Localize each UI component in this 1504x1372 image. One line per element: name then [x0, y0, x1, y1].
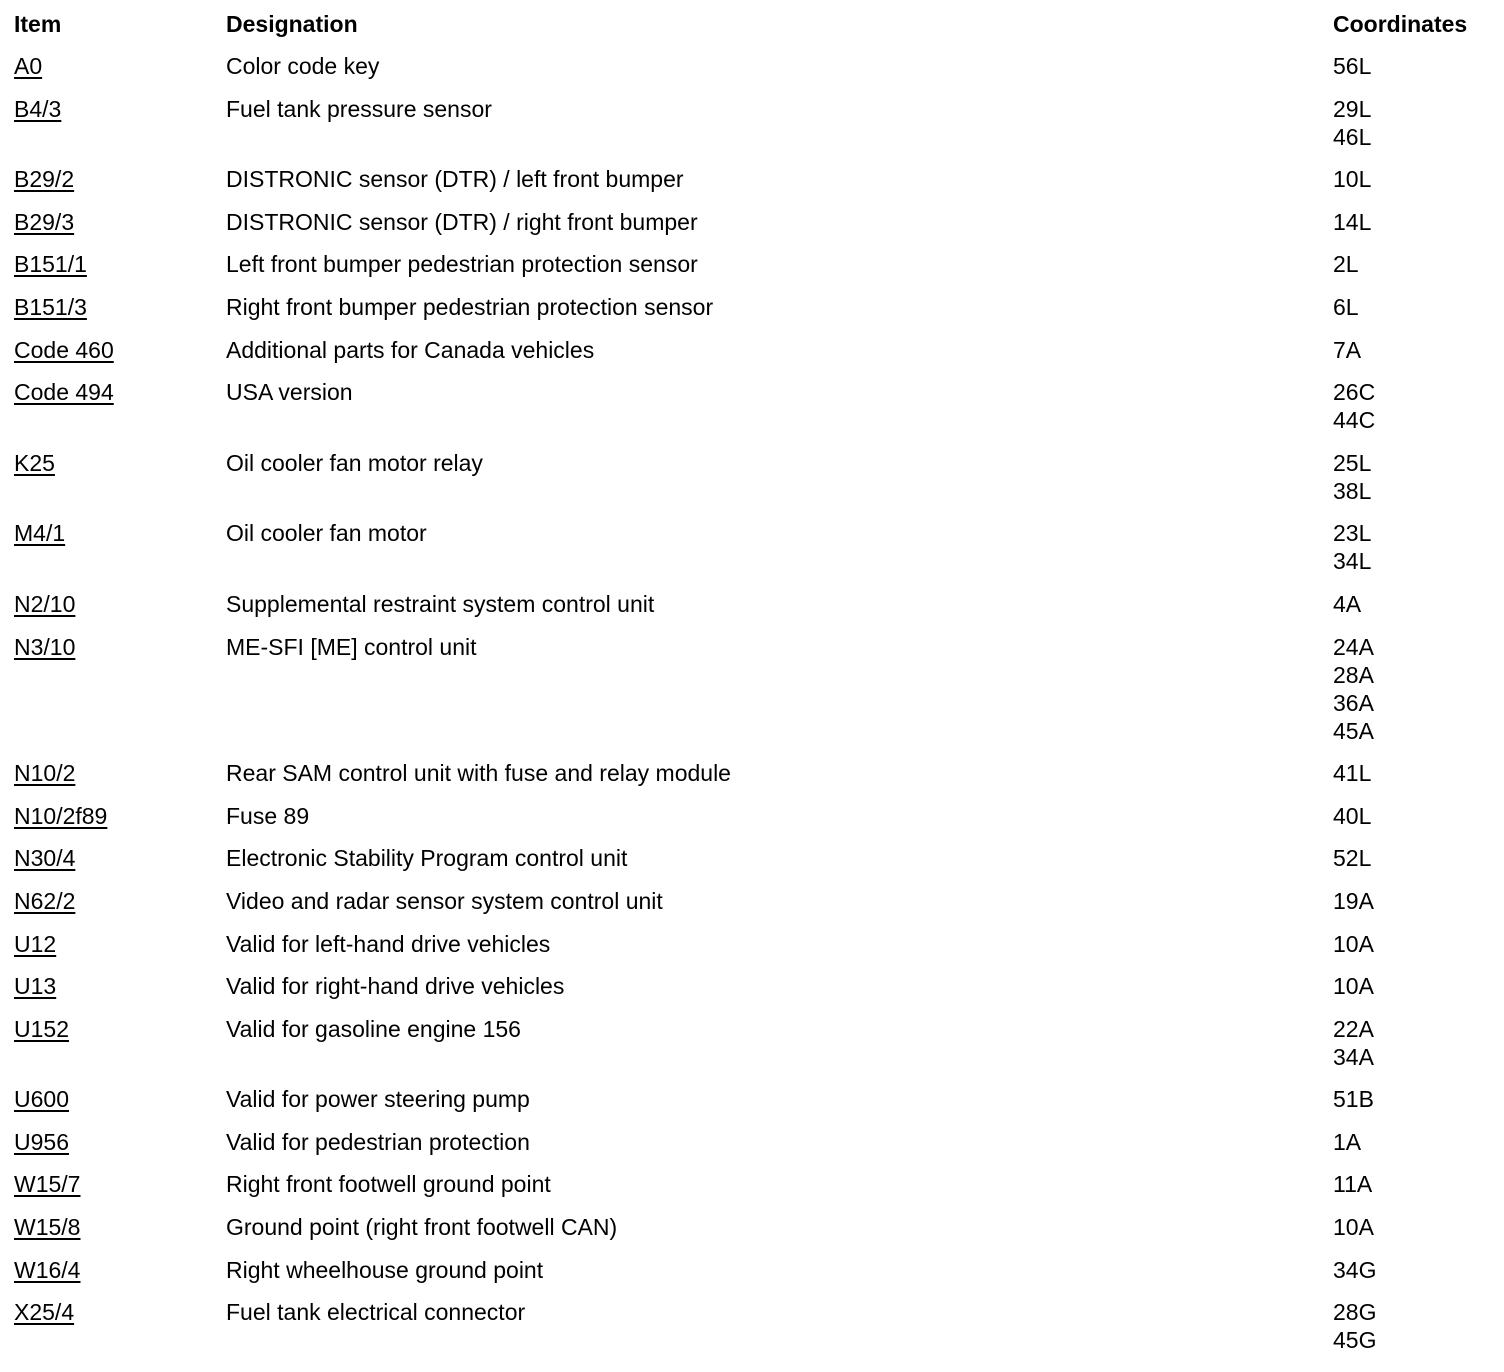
- item-link[interactable]: U956: [14, 1128, 69, 1155]
- item-cell: [14, 759, 226, 802]
- coordinate-value: 26C: [1333, 379, 1376, 406]
- designation-cell: ME-SFI [ME] control unit: [226, 633, 477, 660]
- item-link[interactable]: B29/2: [14, 166, 75, 193]
- coordinate-value: 28A: [1333, 661, 1374, 688]
- table-row: [14, 1128, 1494, 1171]
- table-row: [14, 802, 1494, 845]
- table-row: [14, 293, 1494, 336]
- coordinate-value: 14L: [1333, 208, 1372, 235]
- table-row: [14, 759, 1494, 802]
- coordinates-cell: [1333, 1170, 1494, 1213]
- designation-cell: Oil cooler fan motor relay: [226, 449, 483, 476]
- item-link[interactable]: K25: [14, 449, 55, 476]
- table-row: [14, 1085, 1494, 1128]
- item-cell: [14, 1015, 226, 1086]
- table-row: [14, 95, 1494, 166]
- coordinate-value: 46L: [1333, 123, 1372, 150]
- designation-cell: Valid for right-hand drive vehicles: [226, 973, 565, 1000]
- item-cell: [14, 1170, 226, 1213]
- table-row: [14, 250, 1494, 293]
- item-link[interactable]: U13: [14, 973, 57, 1000]
- coordinate-value: 41L: [1333, 760, 1372, 787]
- item-cell: [14, 293, 226, 336]
- designation-cell: Valid for gasoline engine 156: [226, 1015, 521, 1042]
- coordinate-value: 45G: [1333, 1327, 1377, 1354]
- table-row: [14, 165, 1494, 208]
- header-row: [14, 10, 1494, 52]
- coordinate-value: 11A: [1333, 1171, 1373, 1198]
- item-cell: [14, 887, 226, 930]
- coordinate-value: 23L: [1333, 520, 1372, 547]
- coordinate-value: 34L: [1333, 548, 1372, 575]
- coordinates-cell: [1333, 519, 1494, 590]
- item-link[interactable]: W16/4: [14, 1256, 81, 1283]
- table-row: [14, 887, 1494, 930]
- item-cell: [14, 1085, 226, 1128]
- designation-cell: Valid for pedestrian protection: [226, 1128, 530, 1155]
- item-link[interactable]: Code 460: [14, 336, 114, 363]
- item-cell: [14, 336, 226, 379]
- coordinate-value: 40L: [1333, 802, 1372, 829]
- designation-cell: Right front bumper pedestrian protection sensor: [226, 293, 714, 320]
- item-cell: [14, 1128, 226, 1171]
- designation-cell: Electronic Stability Program control unit: [226, 845, 628, 872]
- table-row: [14, 1298, 1494, 1369]
- coordinates-cell: [1333, 930, 1494, 973]
- table-row: [14, 1170, 1494, 1213]
- coordinate-value: 28G: [1333, 1299, 1377, 1326]
- item-cell: [14, 930, 226, 973]
- coordinates-cell: [1333, 844, 1494, 887]
- item-cell: [14, 208, 226, 251]
- item-cell: [14, 52, 226, 95]
- item-link[interactable]: N62/2: [14, 887, 76, 914]
- coordinates-cell: [1333, 250, 1494, 293]
- coordinates-cell: [1333, 52, 1494, 95]
- coordinate-value: 52L: [1333, 845, 1372, 872]
- table-row: [14, 1015, 1494, 1086]
- coordinates-cell: [1333, 449, 1494, 520]
- coordinate-value: 34G: [1333, 1256, 1377, 1283]
- coordinate-value: 34A: [1333, 1043, 1374, 1070]
- designation-cell: Right wheelhouse ground point: [226, 1256, 544, 1283]
- item-cell: [14, 250, 226, 293]
- coordinate-value: 7A: [1333, 336, 1362, 363]
- item-link[interactable]: M4/1: [14, 520, 66, 547]
- coordinate-value: 10A: [1333, 973, 1374, 1000]
- designation-cell: Right front footwell ground point: [226, 1171, 551, 1198]
- coordinate-value: 1A: [1333, 1128, 1362, 1155]
- table-row: [14, 844, 1494, 887]
- designation-cell: Ground point (right front footwell CAN): [226, 1214, 618, 1241]
- designation-cell: DISTRONIC sensor (DTR) / right front bumper: [226, 208, 698, 235]
- item-link[interactable]: U600: [14, 1086, 69, 1113]
- table-row: [14, 1256, 1494, 1299]
- table-row: [14, 972, 1494, 1015]
- coordinates-cell: [1333, 887, 1494, 930]
- item-link[interactable]: B151/3: [14, 293, 87, 320]
- header-coordinates: Coordinates: [1333, 11, 1468, 37]
- coordinate-value: 10A: [1333, 1214, 1374, 1241]
- item-cell: [14, 1256, 226, 1299]
- coordinate-value: 6L: [1333, 293, 1359, 320]
- coordinates-cell: [1333, 293, 1494, 336]
- table-row: [14, 1213, 1494, 1256]
- table-body: [14, 52, 1494, 1369]
- coordinate-value: 4A: [1333, 590, 1362, 617]
- coordinate-value: 38L: [1333, 477, 1372, 504]
- coordinates-cell: [1333, 336, 1494, 379]
- coordinates-cell: [1333, 633, 1494, 760]
- item-link[interactable]: N10/2: [14, 760, 76, 787]
- coordinates-cell: [1333, 972, 1494, 1015]
- item-cell: [14, 633, 226, 760]
- coordinates-cell: [1333, 378, 1494, 449]
- item-link[interactable]: W15/8: [14, 1214, 81, 1241]
- item-cell: [14, 449, 226, 520]
- designation-cell: Valid for power steering pump: [226, 1086, 530, 1113]
- item-link[interactable]: N3/10: [14, 633, 76, 660]
- item-cell: [14, 1298, 226, 1369]
- coordinate-value: 22A: [1333, 1015, 1374, 1042]
- table-row: [14, 930, 1494, 973]
- designation-cell: USA version: [226, 379, 353, 406]
- coordinate-value: 29L: [1333, 95, 1372, 122]
- item-link[interactable]: A0: [14, 53, 43, 79]
- coordinates-cell: [1333, 95, 1494, 166]
- designation-cell: Fuel tank electrical connector: [226, 1299, 526, 1326]
- coordinates-cell: [1333, 1128, 1494, 1171]
- item-link[interactable]: B151/1: [14, 251, 87, 278]
- designation-cell: Fuse 89: [226, 802, 310, 829]
- coordinates-cell: [1333, 165, 1494, 208]
- item-link[interactable]: N10/2f89: [14, 802, 108, 829]
- item-cell: [14, 519, 226, 590]
- item-link[interactable]: U12: [14, 930, 57, 957]
- designation-cell: Video and radar sensor system control unit: [226, 887, 663, 914]
- item-link[interactable]: W15/7: [14, 1171, 81, 1198]
- item-cell: [14, 802, 226, 845]
- designation-cell: Color code key: [226, 53, 380, 79]
- item-cell: [14, 378, 226, 449]
- item-link[interactable]: B29/3: [14, 208, 75, 235]
- coordinate-value: 2L: [1333, 251, 1359, 278]
- coordinates-cell: [1333, 802, 1494, 845]
- coordinate-value: 45A: [1333, 717, 1374, 744]
- item-link[interactable]: U152: [14, 1015, 69, 1042]
- designation-cell: Fuel tank pressure sensor: [226, 95, 492, 122]
- item-link[interactable]: N2/10: [14, 590, 76, 617]
- coordinate-value: 10A: [1333, 930, 1374, 957]
- coordinate-value: 24A: [1333, 633, 1374, 660]
- designation-cell: Rear SAM control unit with fuse and relay module: [226, 760, 731, 787]
- table-row: [14, 519, 1494, 590]
- item-cell: [14, 972, 226, 1015]
- table-row: [14, 208, 1494, 251]
- item-link[interactable]: B4/3: [14, 95, 62, 122]
- designation-cell: Additional parts for Canada vehicles: [226, 336, 595, 363]
- item-link[interactable]: X25/4: [14, 1299, 75, 1326]
- designation-cell: Supplemental restraint system control unit: [226, 590, 655, 617]
- coordinate-value: 36A: [1333, 689, 1374, 716]
- coordinates-cell: [1333, 1256, 1494, 1299]
- coordinate-value: 51B: [1333, 1086, 1374, 1113]
- table-row: [14, 633, 1494, 760]
- coordinate-value: 25L: [1333, 449, 1372, 476]
- designation-cell: Valid for left-hand drive vehicles: [226, 930, 551, 957]
- table-row: [14, 449, 1494, 520]
- table-header: [14, 10, 1494, 52]
- table-row: [14, 52, 1494, 95]
- coordinate-value: 44C: [1333, 407, 1376, 434]
- item-link[interactable]: Code 494: [14, 379, 114, 406]
- designation-cell: Left front bumper pedestrian protection sensor: [226, 251, 698, 278]
- designation-cell: DISTRONIC sensor (DTR) / left front bumper: [226, 166, 684, 193]
- item-link[interactable]: N30/4: [14, 845, 76, 872]
- coordinates-cell: [1333, 1298, 1494, 1369]
- coordinates-cell: [1333, 208, 1494, 251]
- item-cell: [14, 165, 226, 208]
- table-row: [14, 336, 1494, 379]
- item-cell: [14, 1213, 226, 1256]
- designation-cell: Oil cooler fan motor: [226, 520, 427, 547]
- coordinate-value: 19A: [1333, 887, 1374, 914]
- item-cell: [14, 590, 226, 633]
- coordinates-cell: [1333, 1015, 1494, 1086]
- coordinate-value: 10L: [1333, 166, 1372, 193]
- coordinates-cell: [1333, 590, 1494, 633]
- header-designation: Designation: [226, 11, 358, 37]
- table-row: [14, 590, 1494, 633]
- table-row: [14, 378, 1494, 449]
- item-cell: [14, 844, 226, 887]
- coordinates-cell: [1333, 759, 1494, 802]
- coordinate-value: 56L: [1333, 53, 1372, 79]
- coordinates-cell: [1333, 1085, 1494, 1128]
- component-legend-table: [14, 10, 1494, 1369]
- coordinates-cell: [1333, 1213, 1494, 1256]
- header-item: Item: [14, 11, 62, 37]
- item-cell: [14, 95, 226, 166]
